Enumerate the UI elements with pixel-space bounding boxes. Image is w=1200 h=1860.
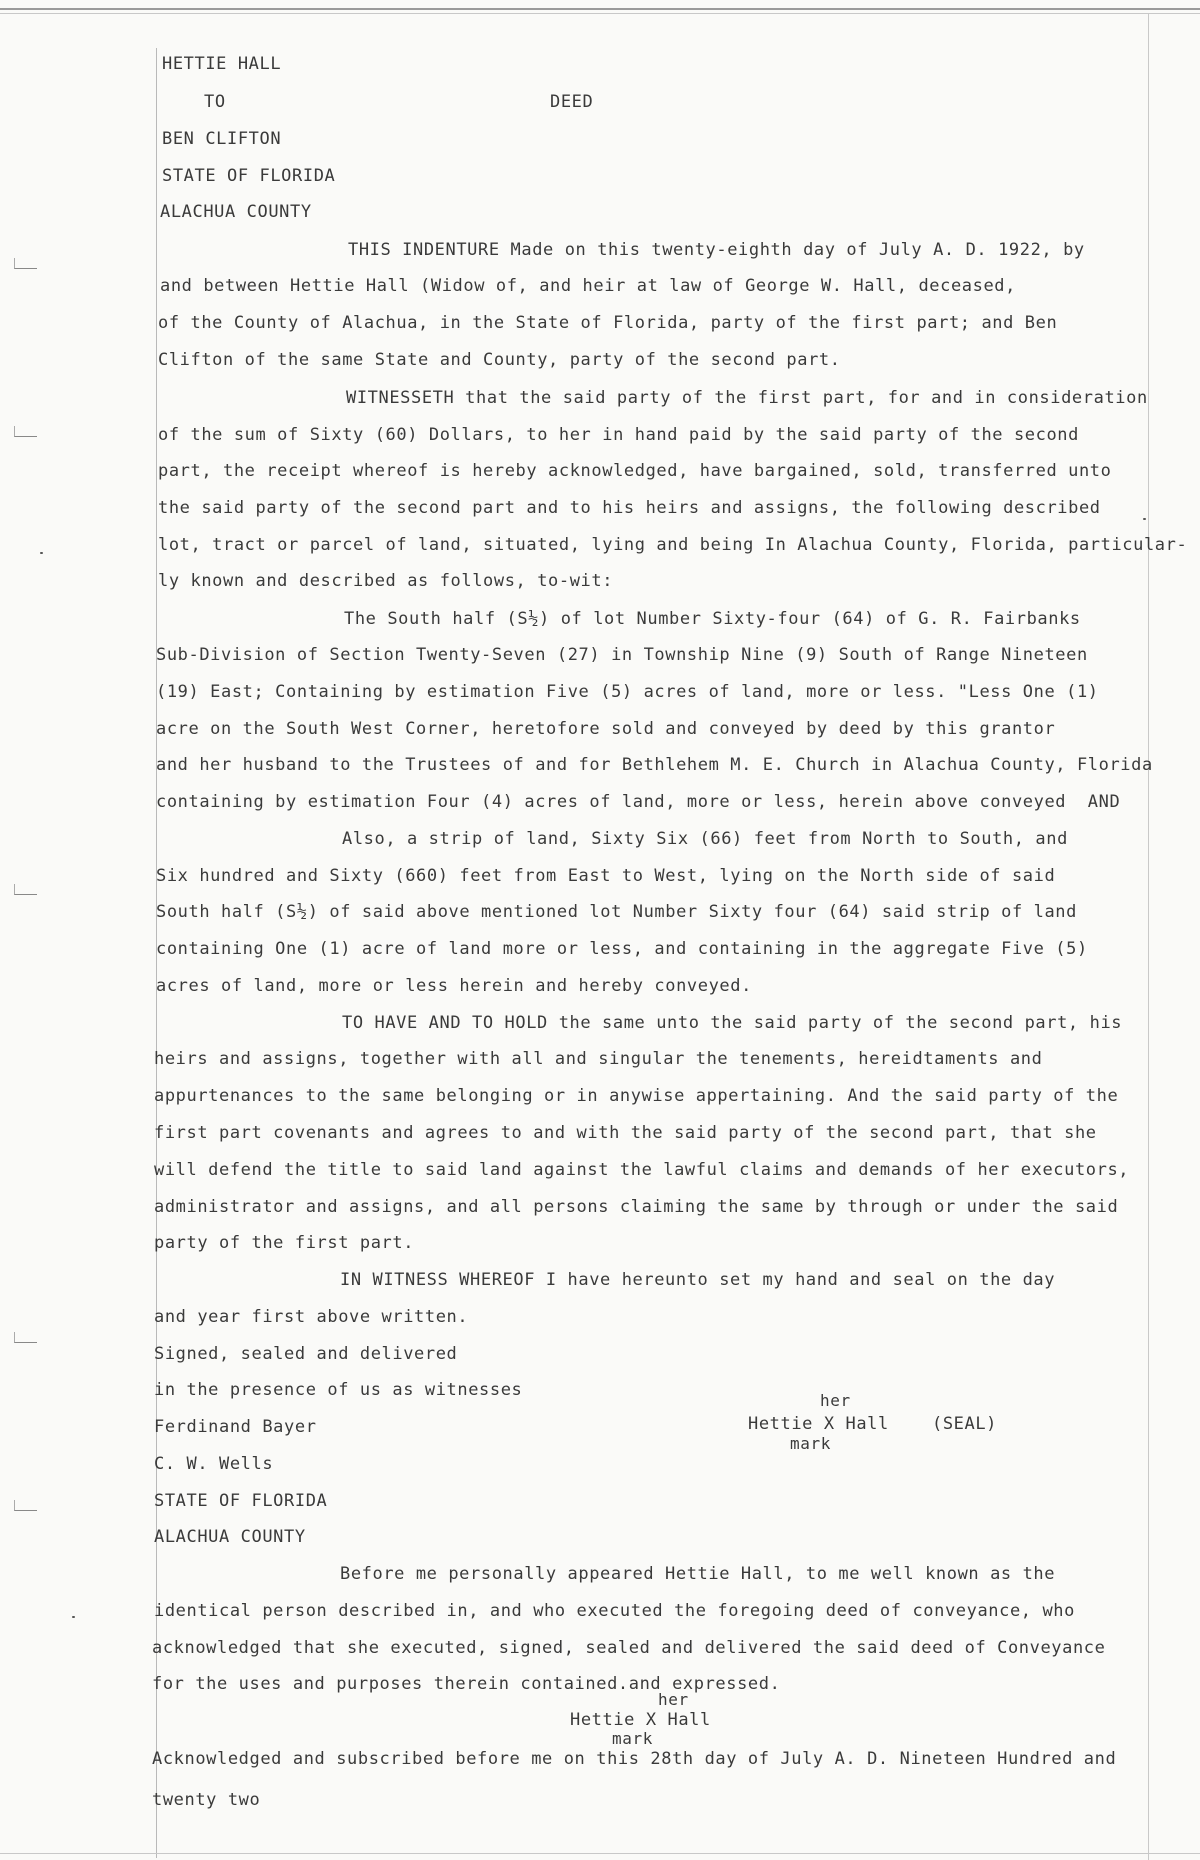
signature-her: her	[658, 1690, 689, 1709]
body-line: containing by estimation Four (4) acres of land, more or less, herein above conveyed AND	[156, 792, 1121, 812]
body-line: TO HAVE AND TO HOLD the same unto the said party of the second part, his	[342, 1013, 1123, 1033]
body-line: heirs and assigns, together with all and singular the tenements, hereidtaments and	[154, 1049, 1043, 1069]
body-line: containing One (1) acre of land more or less, and containing in the aggregate Five (5)	[156, 939, 1088, 959]
body-line: acres of land, more or less herein and hereby conveyed.	[156, 976, 752, 996]
body-line: for the uses and purposes therein contained.and expressed.	[152, 1674, 781, 1694]
body-line: the said party of the second part and to his heirs and assigns, the following described	[158, 498, 1101, 518]
speck	[40, 552, 43, 554]
top-border	[0, 8, 1200, 10]
body-line: Clifton of the same State and County, party of the second part.	[158, 350, 841, 370]
body-line: Also, a strip of land, Sixty Six (66) feet from North to South, and	[342, 829, 1068, 849]
right-margin-line	[1148, 14, 1149, 1860]
body-line: Before me personally appeared Hettie Hall, to me well known as the	[340, 1564, 1056, 1584]
bottom-border	[0, 1853, 1200, 1854]
body-line: and her husband to the Trustees of and for Bethlehem M. E. Church in Alachua County, Florida	[156, 755, 1153, 775]
binding-mark	[14, 426, 37, 437]
body-line: lot, tract or parcel of land, situated, lying and being In Alachua County, Florida, particular-	[158, 535, 1188, 555]
body-line: WITNESSETH that the said party of the first part, for and in consideration	[346, 388, 1148, 408]
grantee-name: BEN CLIFTON	[162, 129, 282, 149]
speck	[72, 1616, 75, 1618]
seal-label: (SEAL)	[932, 1414, 998, 1434]
top-border-inner	[0, 13, 1200, 14]
grantor-name: HETTIE HALL	[162, 54, 282, 74]
state-heading: STATE OF FLORIDA	[154, 1491, 328, 1511]
body-line: and year first above written.	[154, 1307, 469, 1327]
body-line: ly known and described as follows, to-wit:	[158, 571, 614, 591]
signature-her: her	[820, 1391, 851, 1410]
body-line: identical person described in, and who executed the foregoing deed of conveyance, who	[154, 1601, 1075, 1621]
body-line: part, the receipt whereof is hereby acknowledged, have bargained, sold, transferred unto	[158, 461, 1112, 481]
signature-mark: mark	[612, 1729, 653, 1748]
speck	[1143, 518, 1146, 520]
body-line: IN WITNESS WHEREOF I have hereunto set my hand and seal on the day	[340, 1270, 1056, 1290]
body-line: twenty two	[152, 1790, 261, 1810]
county-heading: ALACHUA COUNTY	[160, 202, 312, 222]
binding-mark	[14, 884, 37, 895]
binding-mark	[14, 1500, 37, 1511]
body-line: and between Hettie Hall (Widow of, and heir at law of George W. Hall, deceased,	[160, 276, 1016, 296]
body-line: party of the first part.	[154, 1233, 415, 1253]
body-line: in the presence of us as witnesses	[154, 1380, 523, 1400]
body-line: Acknowledged and subscribed before me on this 28th day of July A. D. Nineteen Hundred and	[152, 1749, 1117, 1769]
witness-name: C. W. Wells	[154, 1454, 274, 1474]
body-line: first part covenants and agrees to and with the said party of the second part, that she	[154, 1123, 1097, 1143]
body-line: appurtenances to the same belonging or in anywise appertaining. And the said party of the	[154, 1086, 1119, 1106]
body-line: South half (S½) of said above mentioned lot Number Sixty four (64) said strip of land	[156, 902, 1077, 922]
body-line: acre on the South West Corner, heretofore sold and conveyed by deed by this grantor	[156, 719, 1056, 739]
binding-mark	[14, 1332, 37, 1343]
body-line: THIS INDENTURE Made on this twenty-eighth day of July A. D. 1922, by	[348, 240, 1085, 260]
binding-mark	[14, 258, 37, 269]
document-type: DEED	[550, 92, 594, 112]
body-line: The South half (S½) of lot Number Sixty-four (64) of G. R. Fairbanks	[344, 609, 1081, 629]
body-line: Signed, sealed and delivered	[154, 1344, 458, 1364]
body-line: Six hundred and Sixty (660) feet from East to West, lying on the North side of said	[156, 866, 1056, 886]
body-line: will defend the title to said land against the lawful claims and demands of her executors,	[154, 1160, 1130, 1180]
signature-mark: mark	[790, 1434, 831, 1453]
witness-name: Ferdinand Bayer	[154, 1417, 317, 1437]
state-heading: STATE OF FLORIDA	[162, 166, 336, 186]
body-line: acknowledged that she executed, signed, sealed and delivered the said deed of Conveyance	[152, 1638, 1106, 1658]
signature-name: Hettie X Hall	[570, 1710, 711, 1730]
body-line: of the County of Alachua, in the State of Florida, party of the first part; and Ben	[158, 313, 1058, 333]
body-line: Sub-Division of Section Twenty-Seven (27) in Township Nine (9) South of Range Nineteen	[156, 645, 1088, 665]
body-line: administrator and assigns, and all persons claiming the same by through or under the said	[154, 1197, 1119, 1217]
county-heading: ALACHUA COUNTY	[154, 1527, 306, 1547]
body-line: of the sum of Sixty (60) Dollars, to her in hand paid by the said party of the second	[158, 425, 1079, 445]
signature-name: Hettie X Hall	[748, 1414, 889, 1434]
to-label: TO	[204, 92, 226, 112]
body-line: (19) East; Containing by estimation Five (5) acres of land, more or less. "Less One (1)	[156, 682, 1099, 702]
